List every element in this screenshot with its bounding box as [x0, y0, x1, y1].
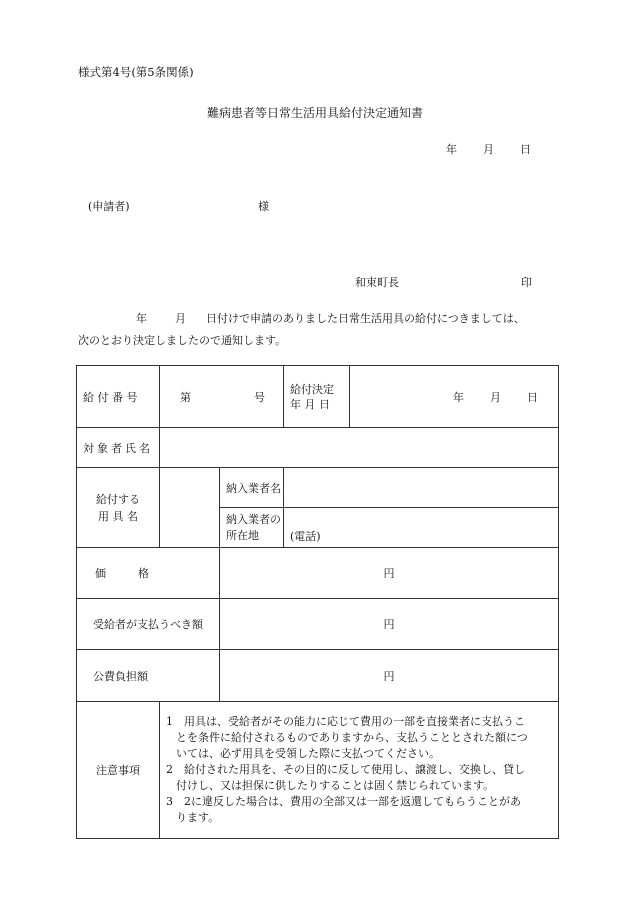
vendor-name-cell[interactable] — [284, 468, 559, 508]
issue-date-month: 月 — [483, 143, 494, 156]
notes-line: いては、必ず用具を受領した際に支払つてください。 — [176, 747, 440, 760]
item-name-cell[interactable] — [160, 468, 220, 548]
decision-month: 月 — [490, 390, 501, 404]
document-title: 難病患者等日常生活用具給付決定通知書 — [206, 106, 423, 120]
price-label: 価 格 — [77, 548, 220, 599]
issue-date — [446, 141, 531, 157]
table-row — [77, 599, 559, 650]
table-row — [77, 702, 559, 839]
price-yen: 円 — [383, 567, 395, 580]
notes-cell — [160, 702, 559, 839]
table-row — [77, 428, 559, 468]
issue-date-day: 日 — [520, 143, 531, 156]
recipient-payment-cell[interactable] — [220, 599, 559, 650]
notes-line: 1 用具は、受給者がその能力に応じて費用の一部を直接業者に支払うこ — [166, 715, 525, 728]
applicant-label: (申請者) — [88, 200, 130, 213]
seal-mark: 印 — [521, 276, 532, 289]
notes-line: とを条件に給付されるものでありますから、支払うこととされた額につ — [176, 731, 528, 744]
applicant-honorific: 様 — [258, 200, 269, 213]
subject-name-label: 対象者氏名 — [77, 428, 160, 468]
notes-line: ります。 — [176, 811, 220, 824]
decision-date-cell[interactable] — [350, 366, 559, 428]
vendor-address-cell[interactable] — [284, 508, 559, 548]
decision-year: 年 — [453, 390, 464, 404]
intro-line1-text: 日付けで申請のありました日常生活用具の給付につきましては、 — [206, 312, 525, 325]
price-cell[interactable] — [220, 548, 559, 599]
phone-label: (電話) — [290, 530, 321, 543]
decision-table — [76, 365, 559, 839]
grant-number-prefix: 第 — [180, 390, 191, 404]
public-burden-cell[interactable] — [220, 650, 559, 702]
item-name-label: 給付する 用 具 名 — [77, 468, 160, 548]
decision-day: 日 — [527, 390, 538, 404]
issuer-name: 和束町長 — [355, 276, 399, 289]
table-row — [77, 468, 559, 508]
decision-date-label — [284, 366, 350, 428]
intro-line-1 — [136, 310, 525, 326]
vendor-name-label: 納入業者名 — [220, 468, 284, 508]
recipient-payment-yen: 円 — [383, 618, 395, 631]
grant-number-label: 給 付 番 号 — [77, 366, 160, 428]
table-row — [77, 366, 559, 428]
notes-line: 3 2に違反した場合は、費用の全部又は一部を返還してもらうことがあ — [166, 795, 521, 808]
table-row — [77, 650, 559, 702]
notes-label: 注意事項 — [77, 702, 160, 839]
vendor-address-label: 納入業者の 所在地 — [220, 508, 284, 548]
public-burden-yen: 円 — [383, 669, 395, 683]
decision-date-label-line1: 給付決定 — [290, 382, 334, 396]
intro-month: 月 — [175, 312, 186, 325]
intro-year: 年 — [136, 312, 147, 325]
intro-line-2: 次のとおり決定しましたので通知します。 — [78, 334, 287, 347]
form-number: 様式第4号(第5条関係) — [78, 65, 194, 79]
notes-line: 付けし、又は担保に供したりすることは固く禁じられています。 — [176, 779, 495, 792]
subject-name-cell[interactable] — [160, 428, 559, 468]
decision-date-label-line2: 年 月 日 — [290, 397, 330, 411]
grant-number-cell[interactable] — [160, 366, 284, 428]
grant-number-suffix: 号 — [254, 390, 265, 404]
recipient-payment-label: 受給者が支払うべき額 — [77, 599, 220, 650]
issue-date-year: 年 — [446, 143, 457, 156]
public-burden-label: 公費負担額 — [77, 650, 220, 702]
notes-line: 2 給付された用具を、その目的に反して使用し、譲渡し、交換し、貸し — [166, 763, 525, 776]
table-row — [77, 548, 559, 599]
